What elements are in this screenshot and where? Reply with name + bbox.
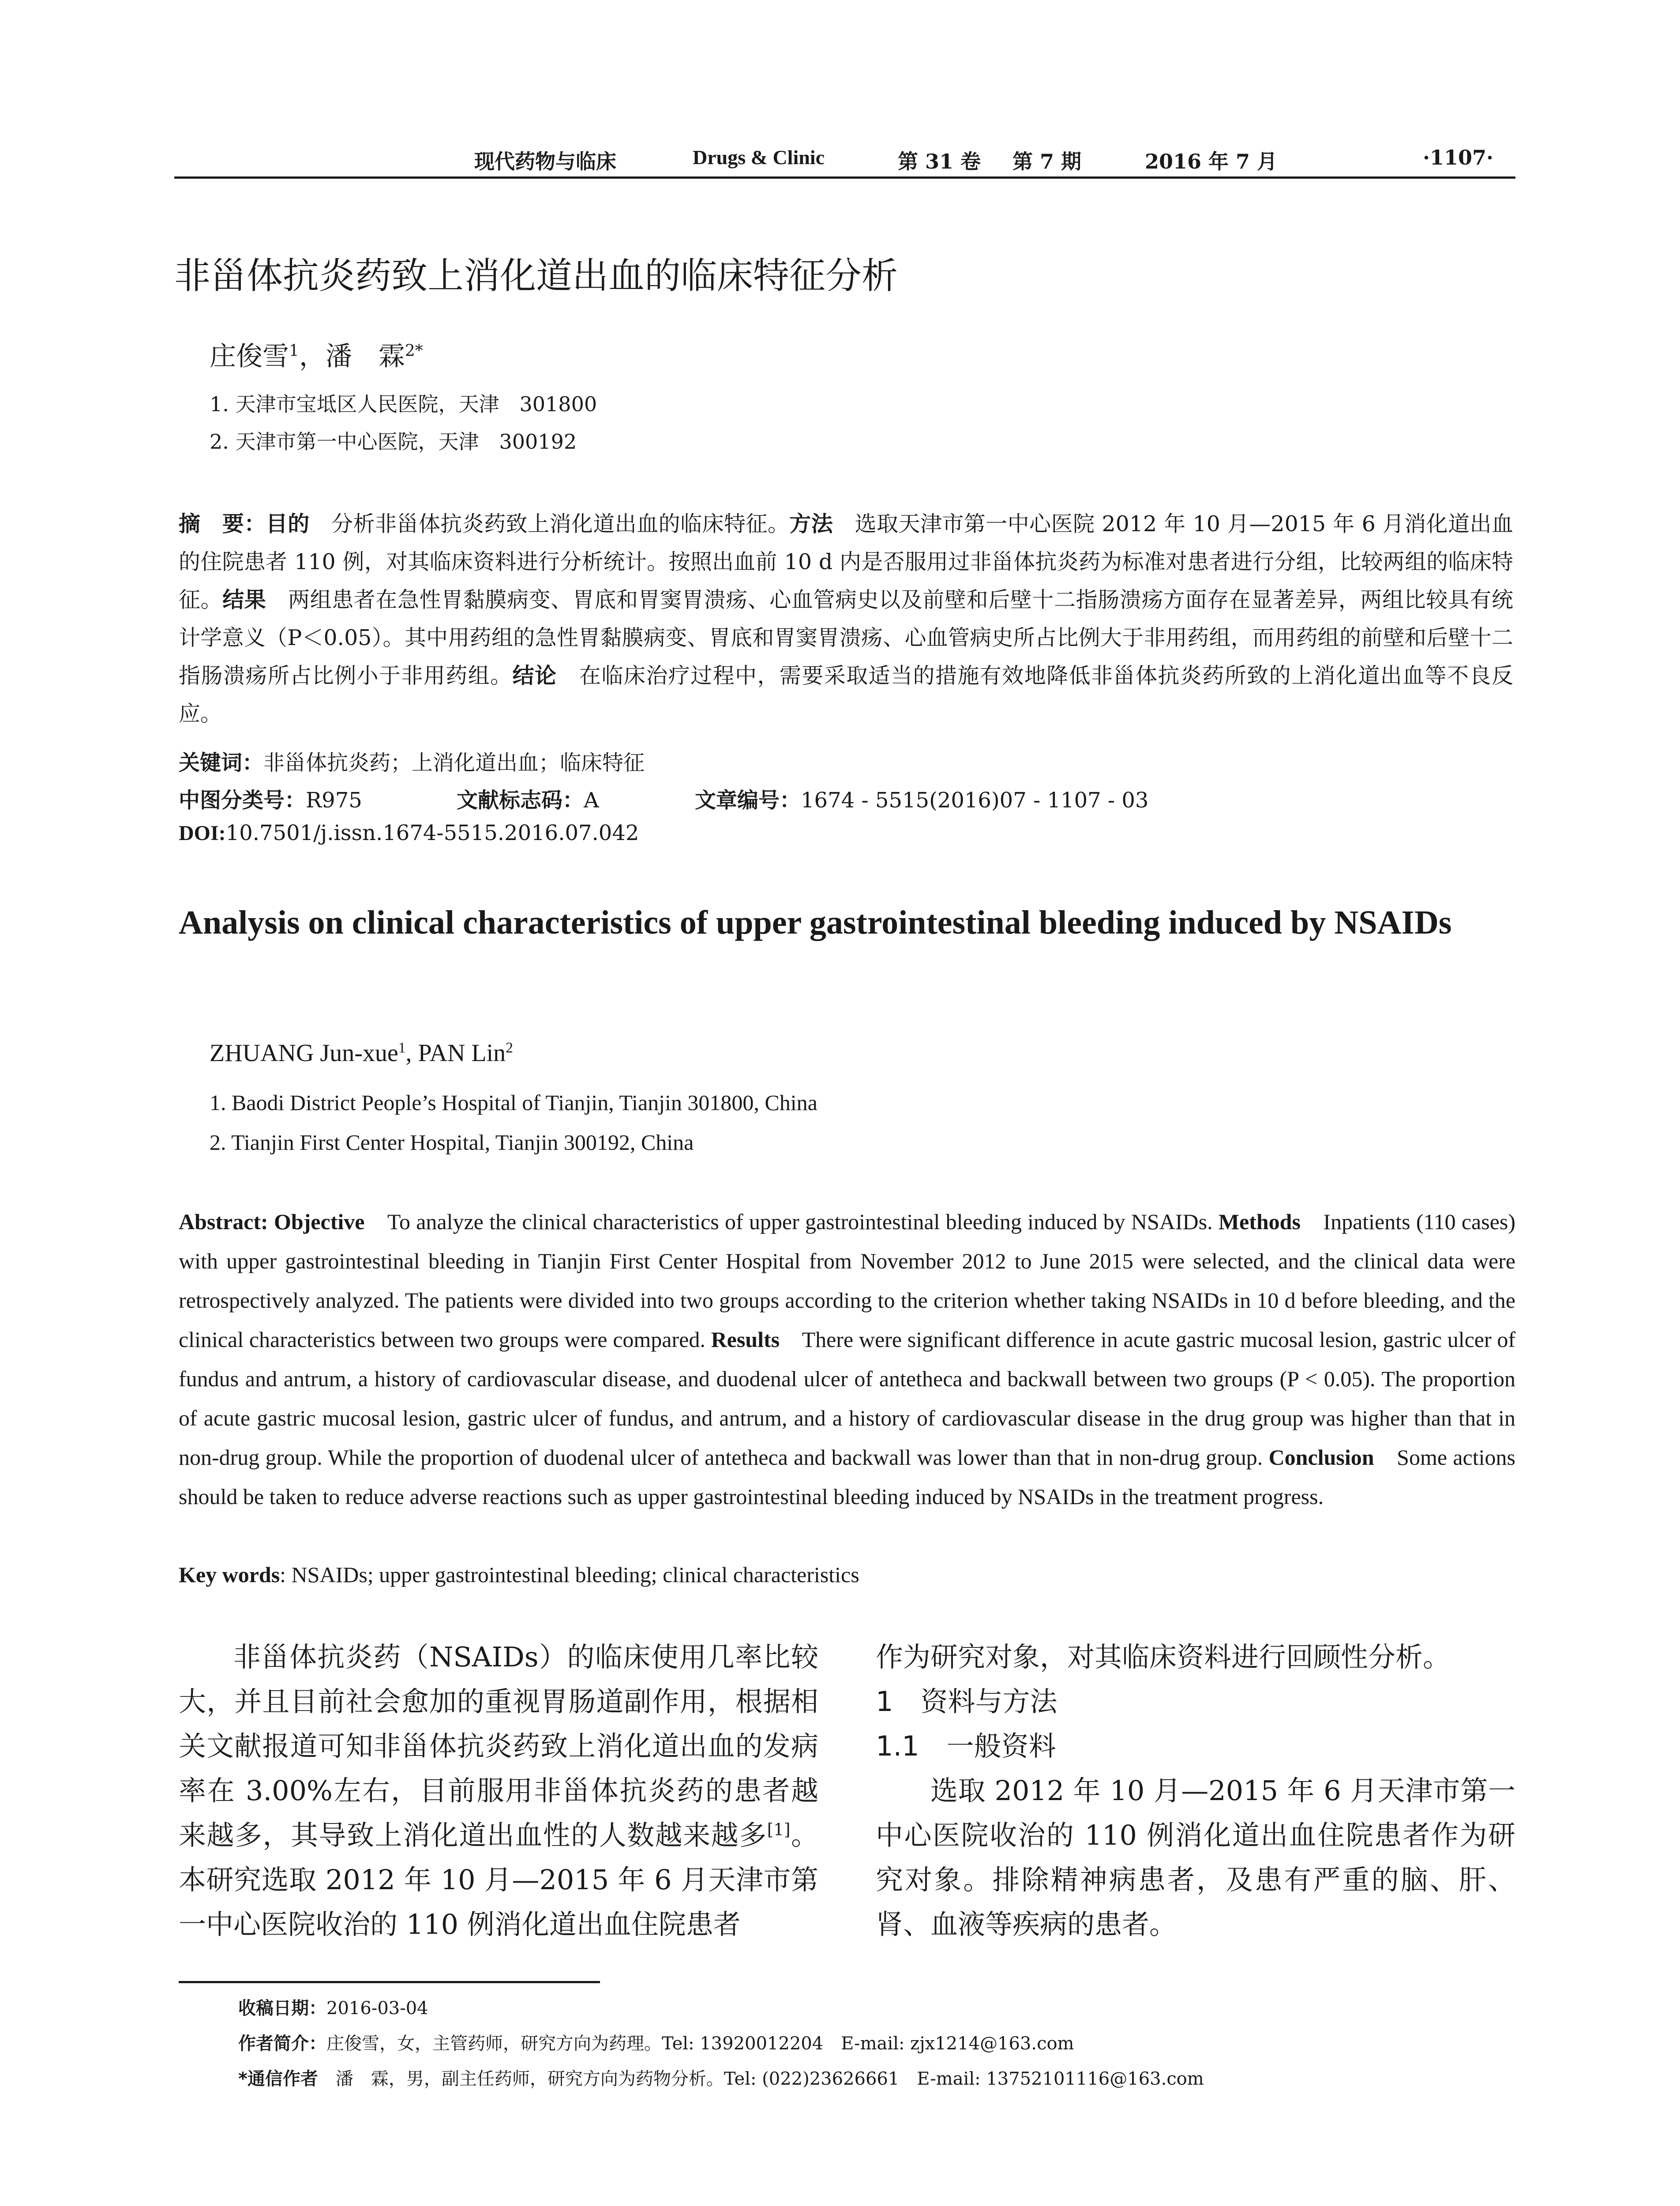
title-cn: 非甾体抗炎药致上消化道出血的临床特征分析 [174,255,898,297]
objective-label: 目的 [266,511,310,536]
results-en-label: Results [711,1327,780,1352]
methods-en-label: Methods [1218,1209,1301,1234]
keywords-en-label: Key words [179,1562,280,1587]
doi-value: 10.7501/j.issn.1674-5515.2016.07.042 [225,821,639,845]
issue: 第 7 期 [1012,150,1082,173]
abstract-cn [179,505,1513,733]
results-en-text: There were significant difference in acute gastric mucosal lesion, gastric ulcer of fundus and antrum, a history of cardiovascular disease, and duodenal ulcer of antetheca and backwall between two groups (P < 0.05). The proportion of acute gastric mucosal lesion, gastric ulcer of fundus, and antrum, and a history of cardiovascular disease in the drug group was higher than that in non-drug group. While the proportion of duodenal ulcer of antetheca and backwall was lower than that in non-drug group. [179,1327,1516,1470]
body-column-right [876,1635,1515,1947]
author-1-en: ZHUANG Jun-xue [210,1039,398,1067]
affiliation-1-cn: 1. 天津市宝坻区人民医院，天津 301800 [210,392,597,416]
doc-code-value: A [584,788,599,813]
corresponding-label: *通信作者 [238,2069,318,2089]
doi-label: DOI: [179,822,226,845]
results-label: 结果 [222,587,266,612]
section-heading-1: 1 资料与方法 [876,1685,1058,1718]
body-column-left [179,1635,818,1947]
abstract-en-label: Abstract: [179,1209,268,1234]
received-label: 收稿日期： [238,1998,326,2018]
footnote-received [238,1994,428,2019]
keywords-text: 非甾体抗炎药；上消化道出血；临床特征 [263,750,645,775]
abstract-en [179,1202,1515,1516]
header-rule [174,176,1515,179]
author-2-sup: 2* [405,342,423,360]
affiliation-1-en: 1. Baodi District People’s Hospital of Tianjin, Tianjin 301800, China [210,1090,818,1115]
objective-text: 分析非甾体抗炎药致上消化道出血的临床特征。 [309,511,790,536]
affiliation-2-en: 2. Tianjin First Center Hospital, Tianjin 300192, China [210,1130,694,1155]
author-2-cn: 潘 霖 [325,341,405,372]
volume: 第 31 卷 [898,150,981,173]
conclusion-en-label: Conclusion [1268,1445,1374,1470]
author-separator: ， [299,341,326,372]
footnote-author-bio [238,2030,1074,2055]
authors-cn [210,335,423,373]
author-2-en-sup: 2 [506,1039,513,1056]
bio-label: 作者简介： [238,2033,326,2054]
affiliation-2-cn: 2. 天津市第一中心医院，天津 300192 [210,430,577,454]
intro-text-a: 非甾体抗炎药（NSAIDs）的临床使用几率比较大，并且目前社会愈加的重视胃肠道副作用，根据相关文献报道可知非甾体抗炎药致上消化道出血的发病率在 3.00%左右，目前服用非甾体抗炎药的患者越来越多，其导致上消化道出血性的人数越来越多 [179,1641,818,1851]
author-1-sup: 1 [289,342,299,360]
doc-code-label: 文献标志码： [457,788,584,813]
footnote-corresponding [238,2065,1204,2090]
abstract-label: 摘 要： [179,511,266,536]
methods-label: 方法 [789,511,833,536]
running-header [174,141,1515,176]
corresponding-text: 潘 霖，男，副主任药师，研究方向为药物分析。Tel: (022)23626661 E-mail: 13752101116@163.com [318,2069,1204,2089]
author-1-cn: 庄俊雪 [210,341,289,372]
keywords-label: 关键词： [179,750,264,775]
keywords-en-text: : NSAIDs; upper gastrointestinal bleeding; clinical characteristics [280,1562,859,1587]
citation-1: [1] [767,1820,791,1839]
article-number-label: 文章编号： [695,788,801,813]
methods-en-text: Inpatients (110 cases) with upper gastrointestinal bleeding in Tianjin First Center Hospital from November 2012 to June 2015 were selected, and the clinical data were retrospectively analyzed. The patients were divided into two groups according to the criterion whether taking NSAIDs in 10 d before bleeding, and the clinical characteristics between two groups were compared. [179,1209,1515,1352]
bio-text: 庄俊雪，女，主管药师，研究方向为药理。Tel: 13920012204 E-mail: zjx1214@163.com [326,2033,1074,2054]
results-text: 两组患者在急性胃黏膜病变、胃底和胃窦胃溃疡、心血管病史以及前壁和后壁十二指肠溃疡方面存在显著差异，两组比较具有统计学意义（P＜0.05）。其中用药组的急性胃黏膜病变、胃底和胃窦胃溃疡、心血管病史所占比例大于非用药组，而用药组的前壁和后壁十二指肠溃疡所占比例小于非用药组。 [179,587,1513,688]
journal-name-en: Drugs & Clinic [693,146,825,169]
objective-en-label: Objective [268,1209,365,1234]
author-2-en: PAN Lin [418,1039,506,1067]
received-date: 2016-03-04 [326,1998,428,2018]
footnote-rule [179,1981,600,1983]
author-1-en-sup: 1 [398,1039,406,1056]
methods-text: 选取天津市第一中心医院 2012 年 10 月—2015 年 6 月消化道出血的住院患者 110 例，对其临床资料进行分析统计。按照出血前 10 d 内是否服用过非甾体抗炎药为标准对患者进行分组，比较两组的临床特征。 [179,511,1513,612]
keywords-cn [179,746,645,776]
authors-en [210,1039,513,1067]
classification-line [179,783,1148,814]
intro-text-b: 。本研究选取 2012 年 10 月—2015 年 6 月天津市第一中心医院收治的 110 例消化道出血住院患者 [179,1819,818,1940]
conclusion-text: 在临床治疗过程中，需要采取适当的措施有效地降低非甾体抗炎药所致的上消化道出血等不良反应。 [179,663,1513,726]
objective-en-text: To analyze the clinical characteristics of upper gastrointestinal bleeding induced by NSAIDs. [364,1209,1219,1234]
body-paragraph-intro [179,1635,818,1947]
conclusion-label: 结论 [512,663,557,688]
author-separator-en: , [405,1039,418,1067]
journal-name-cn: 现代药物与临床 [474,150,616,173]
page-number: ·1107· [1423,146,1494,169]
clc-value: R975 [306,788,362,813]
body-paragraph-continued: 作为研究对象，对其临床资料进行回顾性分析。 [876,1641,1451,1673]
keywords-en [179,1562,859,1587]
doi-line [179,821,639,845]
clc-label: 中图分类号： [179,788,306,813]
body-paragraph-general-data: 选取 2012 年 10 月—2015 年 6 月天津市第一中心医院收治的 110 例消化道出血住院患者作为研究对象。排除精神病患者，及患有严重的脑、肝、肾、血液等疾病的患者。 [876,1775,1515,1940]
section-heading-1-1: 1.1 一般资料 [876,1730,1056,1762]
title-en: Analysis on clinical characteristics of upper gastrointestinal bleeding induced by NSAIDs [179,904,1452,941]
issue-date: 2016 年 7 月 [1145,150,1278,173]
article-number-value: 1674 - 5515(2016)07 - 1107 - 03 [801,788,1149,813]
conclusion-en-text: Some actions should be taken to reduce adverse reactions such as upper gastrointestinal bleeding induced by NSAIDs in the treatment progress. [179,1445,1515,1509]
